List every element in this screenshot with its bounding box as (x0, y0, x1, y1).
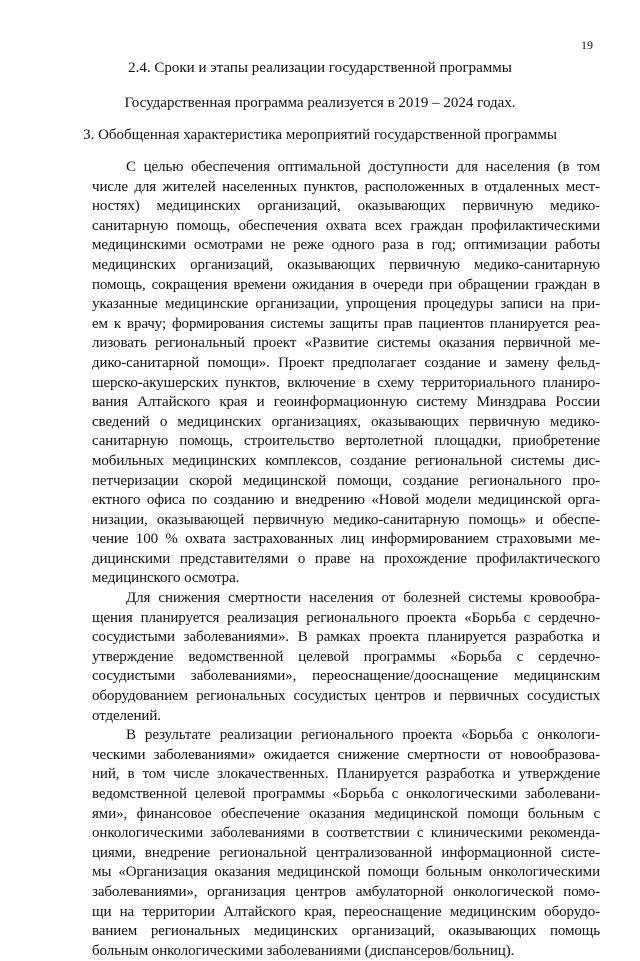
program-years-text: Государственная программа реализуется в 2019 – 2024 годах. (124, 95, 516, 111)
text-line: лизовать региональный проект «Развитие системы оказания первичной ме- (92, 335, 600, 352)
section-heading-2-4: 2.4. Сроки и этапы реализации государственной программы (128, 60, 512, 76)
text-line: мы «Организация оказания медицинской помощи больным онкологическими (92, 864, 600, 881)
text-line: санитарную помощь, обеспечения охвата всех граждан профилактическими (92, 217, 600, 234)
text-line: заболеваниями», организация центров амбулаторной онкологической помо- (92, 883, 600, 900)
text-line: С целью обеспечения оптимальной доступности для населения (в том (126, 159, 600, 175)
text-line: медицинских организаций, оказывающих первичную медико-санитарную (92, 256, 600, 273)
text-line: Для снижения смертности населения от болезней системы кровообра- (126, 590, 600, 607)
text-line: ванием региональных медицинских организаций, оказывающих помощь (92, 923, 600, 940)
text-line: оборудованием региональных сосудистых центров и первичных сосудистых (92, 688, 600, 705)
text-line: ем к врачу; формирования системы защиты прав пациентов планируется реа- (92, 315, 600, 332)
text-line: В результате реализации регионального проекта «Борьба с онкологи- (126, 727, 600, 744)
paragraph-oncology (92, 726, 600, 961)
paragraph-cardiovascular (92, 589, 600, 726)
text-line: сосудистыми заболеваниями», переоснащение/дооснащение медицинским (92, 668, 600, 685)
text-line: щи на территории Алтайского края, переоснащение медицинским оборудо- (92, 903, 600, 920)
text-line: медицинскими осмотрами не реже одного раза в год; оптимизации работы (92, 237, 600, 254)
text-line: числе для жителей населенных пунктов, расположенных в отдаленных мест- (92, 178, 600, 195)
page-number: 19 (581, 38, 593, 52)
text-line: дицинскими представителями о праве на прохождение профилактического (92, 550, 600, 567)
text-line: дико-санитарной помощи». Проект предполагает создание и замену фельд- (92, 354, 600, 371)
text-line: вания Алтайского края и геоинформационную систему Минздрава России (92, 394, 600, 411)
text-line: сосудистыми заболеваниями». В рамках проекта планируется разработка и (92, 629, 600, 646)
text-line: мобильных медицинских комплексов, создание региональной системы дис- (92, 452, 600, 469)
section-heading-3: 3. Обобщенная характеристика мероприятий государственной программы (83, 127, 557, 143)
text-line: сведений о медицинских организациях, оказывающих первичную медико- (92, 413, 600, 430)
text-line: шерско-акушерских пунктов, включение в схему территориального планиро- (92, 374, 600, 391)
text-line: санитарную помощь, строительство вертолетной площадки, приобретение (92, 433, 600, 450)
body-text (92, 158, 600, 961)
text-line: чение 100 % охвата застрахованных лиц информированием страховыми ме- (92, 531, 600, 548)
text-line: ями», финансовое обеспечение оказания медицинской помощи больным с (92, 805, 600, 822)
text-line: петчеризации скорой медицинской помощи, создание регионального про- (92, 472, 600, 489)
text-line: утверждение ведомственной целевой программы «Борьба с сердечно- (92, 648, 600, 665)
text-line: больным онкологическими заболеваниями (диспансеров/больниц). (92, 942, 515, 959)
text-line: ектного офиса по созданию и внедрению «Новой модели медицинской орга- (92, 492, 600, 509)
text-line: медицинского осмотра. (92, 570, 240, 587)
text-line: щения планируется реализация регионального проекта «Борьба с сердечно- (92, 609, 600, 626)
paragraph-primary-care (92, 158, 600, 589)
text-line: помощь, сокращения времени ожидания в очереди при обращении граждан в (92, 276, 600, 293)
text-line: отделений. (92, 707, 161, 724)
text-line: указанные медицинские организации, упрощения процедуры записи на при- (92, 296, 600, 313)
text-line: ческими заболеваниями» ожидается снижение смертности от новообразова- (92, 746, 600, 763)
text-line: онкологическими заболеваниями в соответствии с клиническими рекоменда- (92, 825, 600, 842)
text-line: ний, в том числе злокачественных. Планируется разработка и утверждение (92, 766, 600, 783)
text-line: ностях) медицинских организаций, оказывающих первичную медико- (92, 198, 600, 215)
text-line: ведомственной целевой программы «Борьба с онкологическими заболевани- (92, 786, 600, 802)
text-line: циями, внедрение региональной централизованной информационной систе- (92, 844, 600, 861)
text-line: низации, оказывающей первичную медико-санитарную помощь» и обеспе- (92, 511, 600, 528)
